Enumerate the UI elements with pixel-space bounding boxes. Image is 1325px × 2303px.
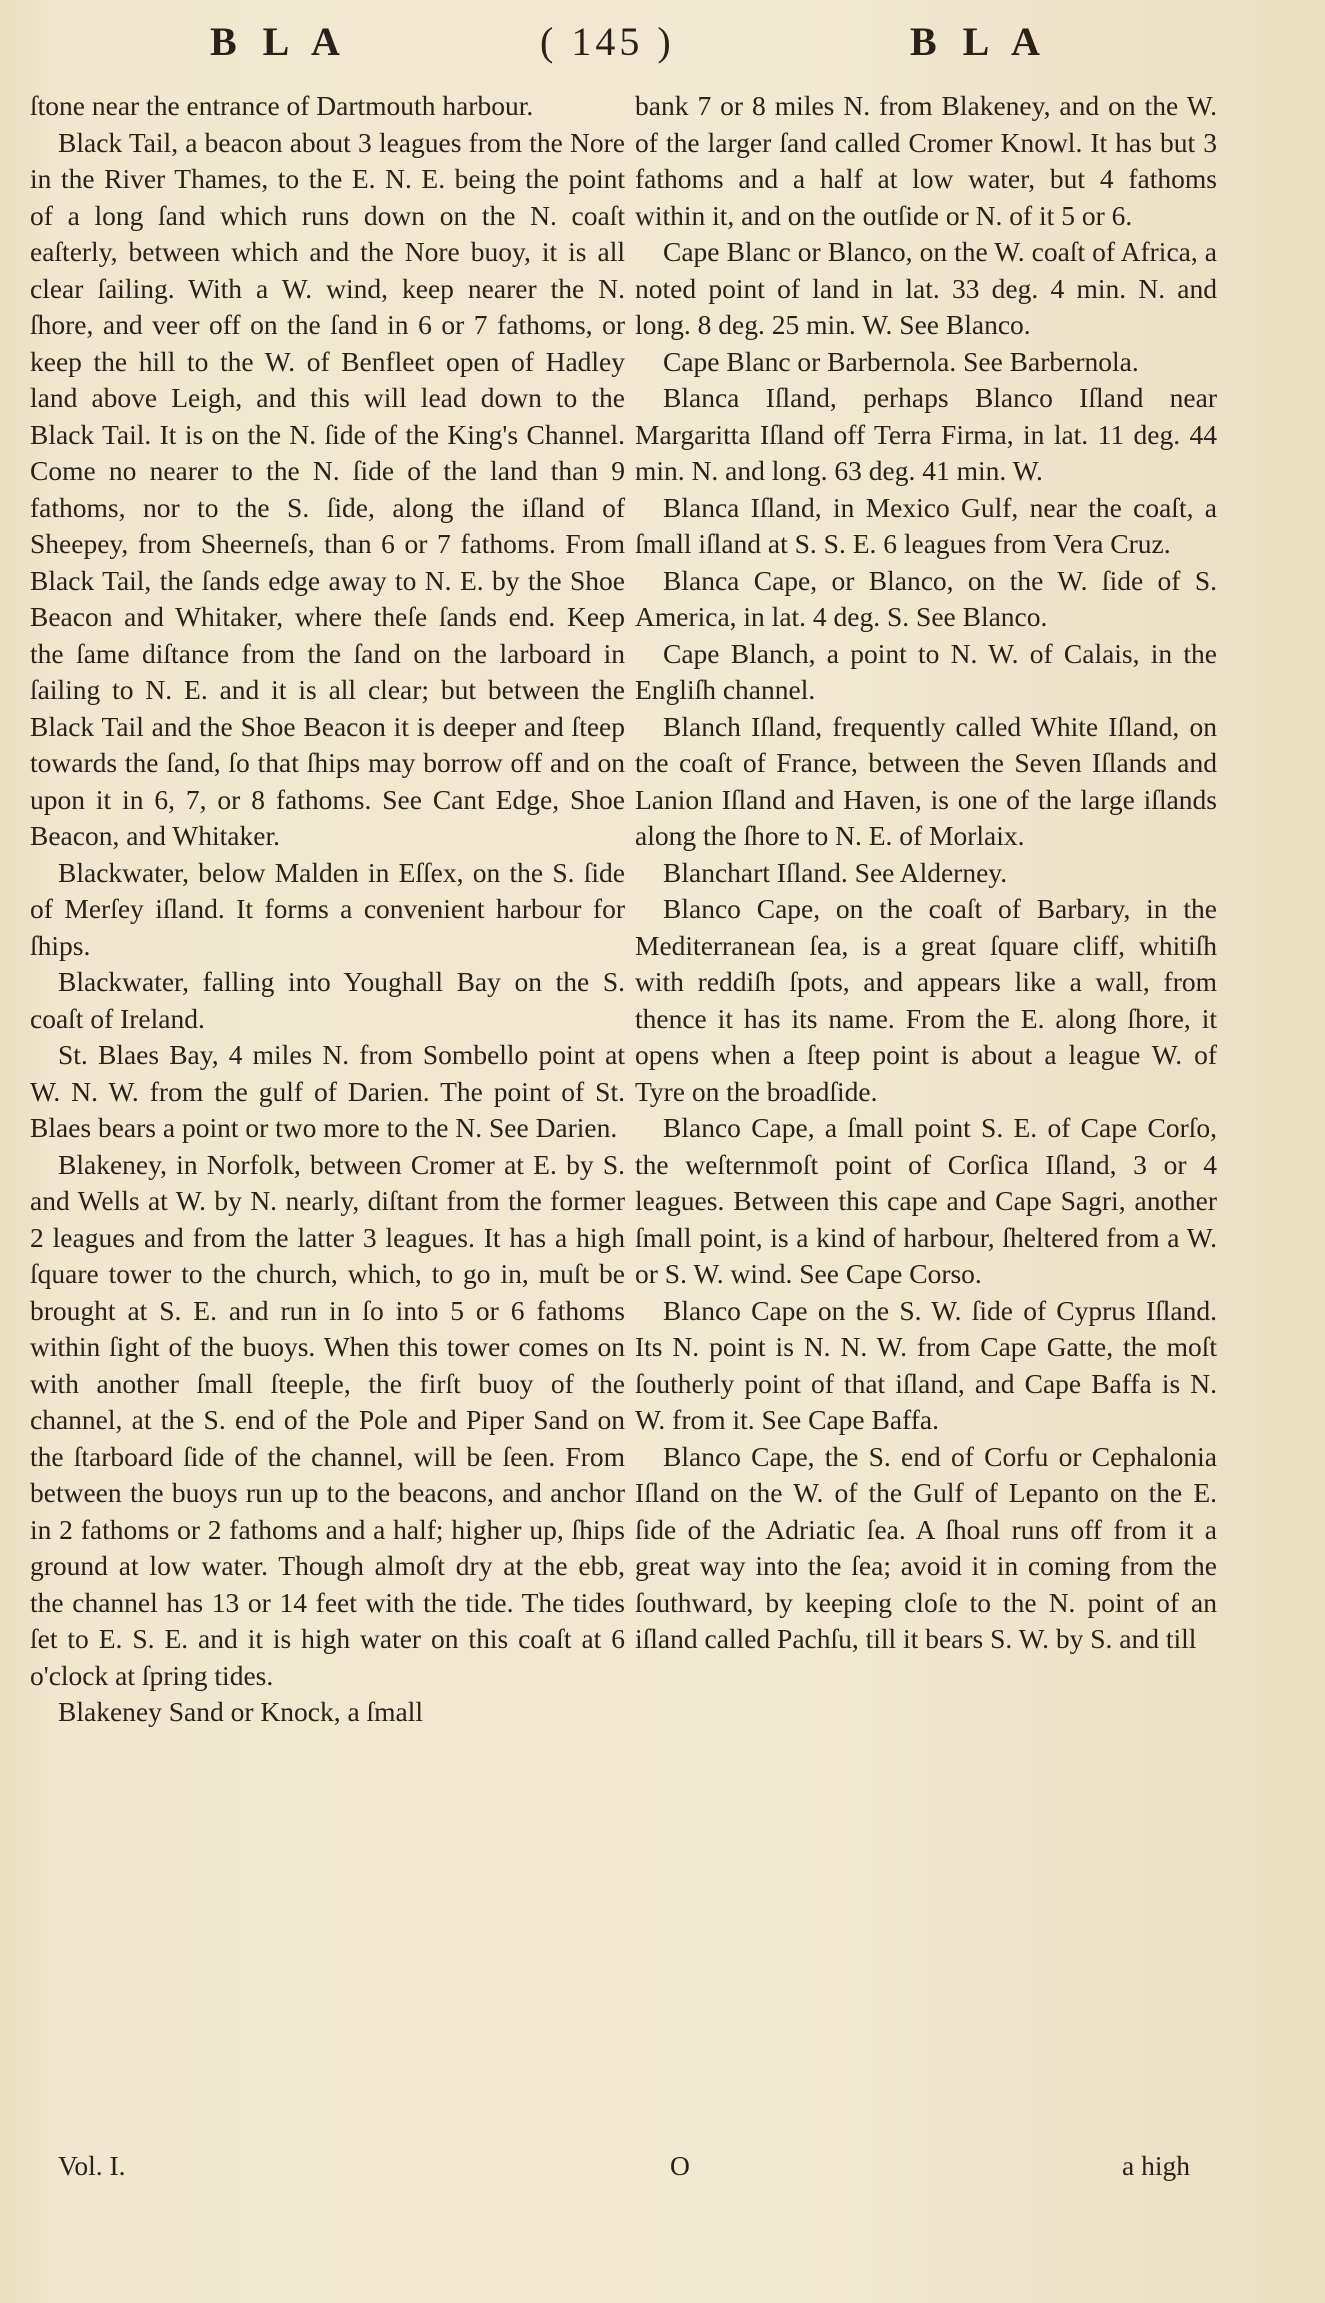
paragraph-continued: bank 7 or 8 miles N. from Blakeney, and on the W. of the larger ſand called Cromer Knowl. It has but 3 fathoms and a half at low water, but 4 fathoms within it, and on the outſide or N. of it 5 or 6. (635, 90, 1217, 231)
entry-blanca-island-mexico: Blanca Iſland, in Mexico Gulf, near the coaſt, a ſmall iſland at S. S. E. 6 leagues from Vera Cruz. (635, 491, 1217, 559)
entry-blanco-cape-corfu: Blanco Cape, the S. end of Corfu or Cephalonia Iſland on the W. of the Gulf of Lepanto on the E. ſide of the Adriatic ſea. A ſhoal runs off from it a great way into the ſea; avoid it in coming from the ſouthward, by keeping cloſe to the N. point of an iſland called Pachſu, till it bears S. W. by S. and till (635, 1440, 1217, 1654)
volume-mark: Vol. I. (58, 2150, 126, 2181)
entry-blackwater-ireland: Blackwater, falling into Youghall Bay on the S. coaſt of Ireland. (30, 966, 625, 1034)
entry-blanco-cape-barbary: Blanco Cape, on the coaſt of Barbary, in the Mediterranean ſea, is a great ſquare cliff, whitiſh with reddiſh ſpots, and appears like a wall, from thence it has its name. From the E. along ſhore, it opens when a ſteep point is about a league W. of Tyre on the broadſide. (635, 893, 1217, 1107)
header-right-keyword: B L A (910, 19, 1048, 64)
entry-blakeney-sand: Blakeney Sand or Knock, a ſmall (58, 1696, 424, 1727)
entry-blanca-island-terra-firma: Blanca Iſland, perhaps Blanco Iſland near Margaritta Iſland off Terra Firma, in lat. 11 deg. 44 min. N. and long. 63 deg. 41 min. W. (635, 382, 1217, 486)
entry-cape-blanch: Cape Blanch, a point to N. W. of Calais, in the Engliſh channel. (635, 637, 1217, 705)
entry-blanco-cape-cyprus: Blanco Cape on the S. W. ſide of Cyprus Iſland. Its N. point is N. N. W. from Cape Gatte, the moſt ſoutherly point of that iſland, and Cape Baffa is N. W. from it. See Cape Baffa. (635, 1294, 1217, 1435)
entry-black-tail: Black Tail, a beacon about 3 leagues from the Nore in the River Thames, to the E. N. E. being the point of a long ſand which runs down on the N. coaſt eaſterly, between which and the Nore buoy, it is all clear ſailing. With a W. wind, keep nearer the N. ſhore, and veer off on the ſand in 6 or 7 fathoms, or keep the hill to the W. of Benfleet open of Hadley land above Leigh, and this will lead down to the Black Tail. It is on the N. ſide of the King's Channel. Come no nearer to the N. ſide of the land than 9 fathoms, nor to the S. ſide, along the iſland of Sheepey, from Sheerneſs, than 6 or 7 fathoms. From Black Tail, the ſands edge away to N. E. by the Shoe Beacon and Whitaker, where theſe ſands end. Keep the ſame diſtance from the ſand on the larboard in ſailing to N. E. and it is all clear; but between the Black Tail and the Shoe Beacon it is deeper and ſteep towards the ſand, ſo that ſhips may borrow off and on upon it in 6, 7, or 8 fathoms. See Cant Edge, Shoe Beacon, and Whitaker. (30, 126, 625, 851)
left-column (30, 88, 625, 1731)
paragraph-continued: ſtone near the entrance of Dartmouth harbour. (30, 90, 534, 121)
entry-blanch-island: Blanch Iſland, frequently called White Iſland, on the coaſt of France, between the Seven Iſlands and Lanion Iſland and Haven, is one of the large iſlands along the ſhore to N. E. of Morlaix. (635, 710, 1217, 851)
page-number: ( 145 ) (540, 19, 675, 64)
signature-mark: O (670, 2150, 690, 2181)
entry-blakeney: Blakeney, in Norfolk, between Cromer at E. by S. and Wells at W. by N. nearly, diſtant from the former 2 leagues and from the latter 3 leagues. It has a high ſquare tower to the church, which, to go in, muſt be brought at S. E. and run in ſo into 5 or 6 fathoms within ſight of the buoys. When this tower comes on with another ſmall ſteeple, the firſt buoy of the channel, at the S. end of the Pole and Piper Sand on the ſtarboard ſide of the channel, will be ſeen. From between the buoys run up to the beacons, and anchor in 2 fathoms or 2 fathoms and a half; higher up, ſhips ground at low water. Though almoſt dry at the ebb, the channel has 13 or 14 feet with the tide. The tides ſet to E. S. E. and it is high water on this coaſt at 6 o'clock at ſpring tides. (30, 1148, 625, 1691)
entry-blanca-cape: Blanca Cape, or Blanco, on the W. ſide of S. America, in lat. 4 deg. S. See Blanco. (635, 564, 1217, 632)
entry-st-blaes-bay: St. Blaes Bay, 4 miles N. from Sombello point at W. N. W. from the gulf of Darien. The point of St. Blaes bears a point or two more to the N. See Darien. (30, 1039, 625, 1143)
entry-cape-blanc-barbernola: Cape Blanc or Barbernola. See Barbernola. (663, 345, 1139, 377)
entry-blackwater-essex: Blackwater, below Malden in Eſſex, on the S. ſide of Merſey iſland. It forms a convenient harbour for ſhips. (30, 856, 625, 961)
entry-blanco-cape-corsica: Blanco Cape, a ſmall point S. E. of Cape Corſo, the weſternmoſt point of Corſica Iſland, 3 or 4 leagues. Between this cape and Cape Sagri, another ſmall point, is a kind of harbour, ſheltered from a W. or S. W. wind. See Cape Corso. (635, 1112, 1217, 1289)
entry-blanchart-island: Blanchart Iſland. See Alderney. (663, 856, 1008, 888)
running-header (150, 18, 1080, 78)
right-column (635, 88, 1217, 1658)
header-left-keyword: B L A (210, 19, 348, 64)
entry-cape-blanc-africa: Cape Blanc or Blanco, on the W. coaſt of Africa, a noted point of land in lat. 33 deg. 4 min. N. and long. 8 deg. 25 min. W. See Blanco. (635, 236, 1217, 340)
catchword: a high (1122, 2150, 1190, 2181)
